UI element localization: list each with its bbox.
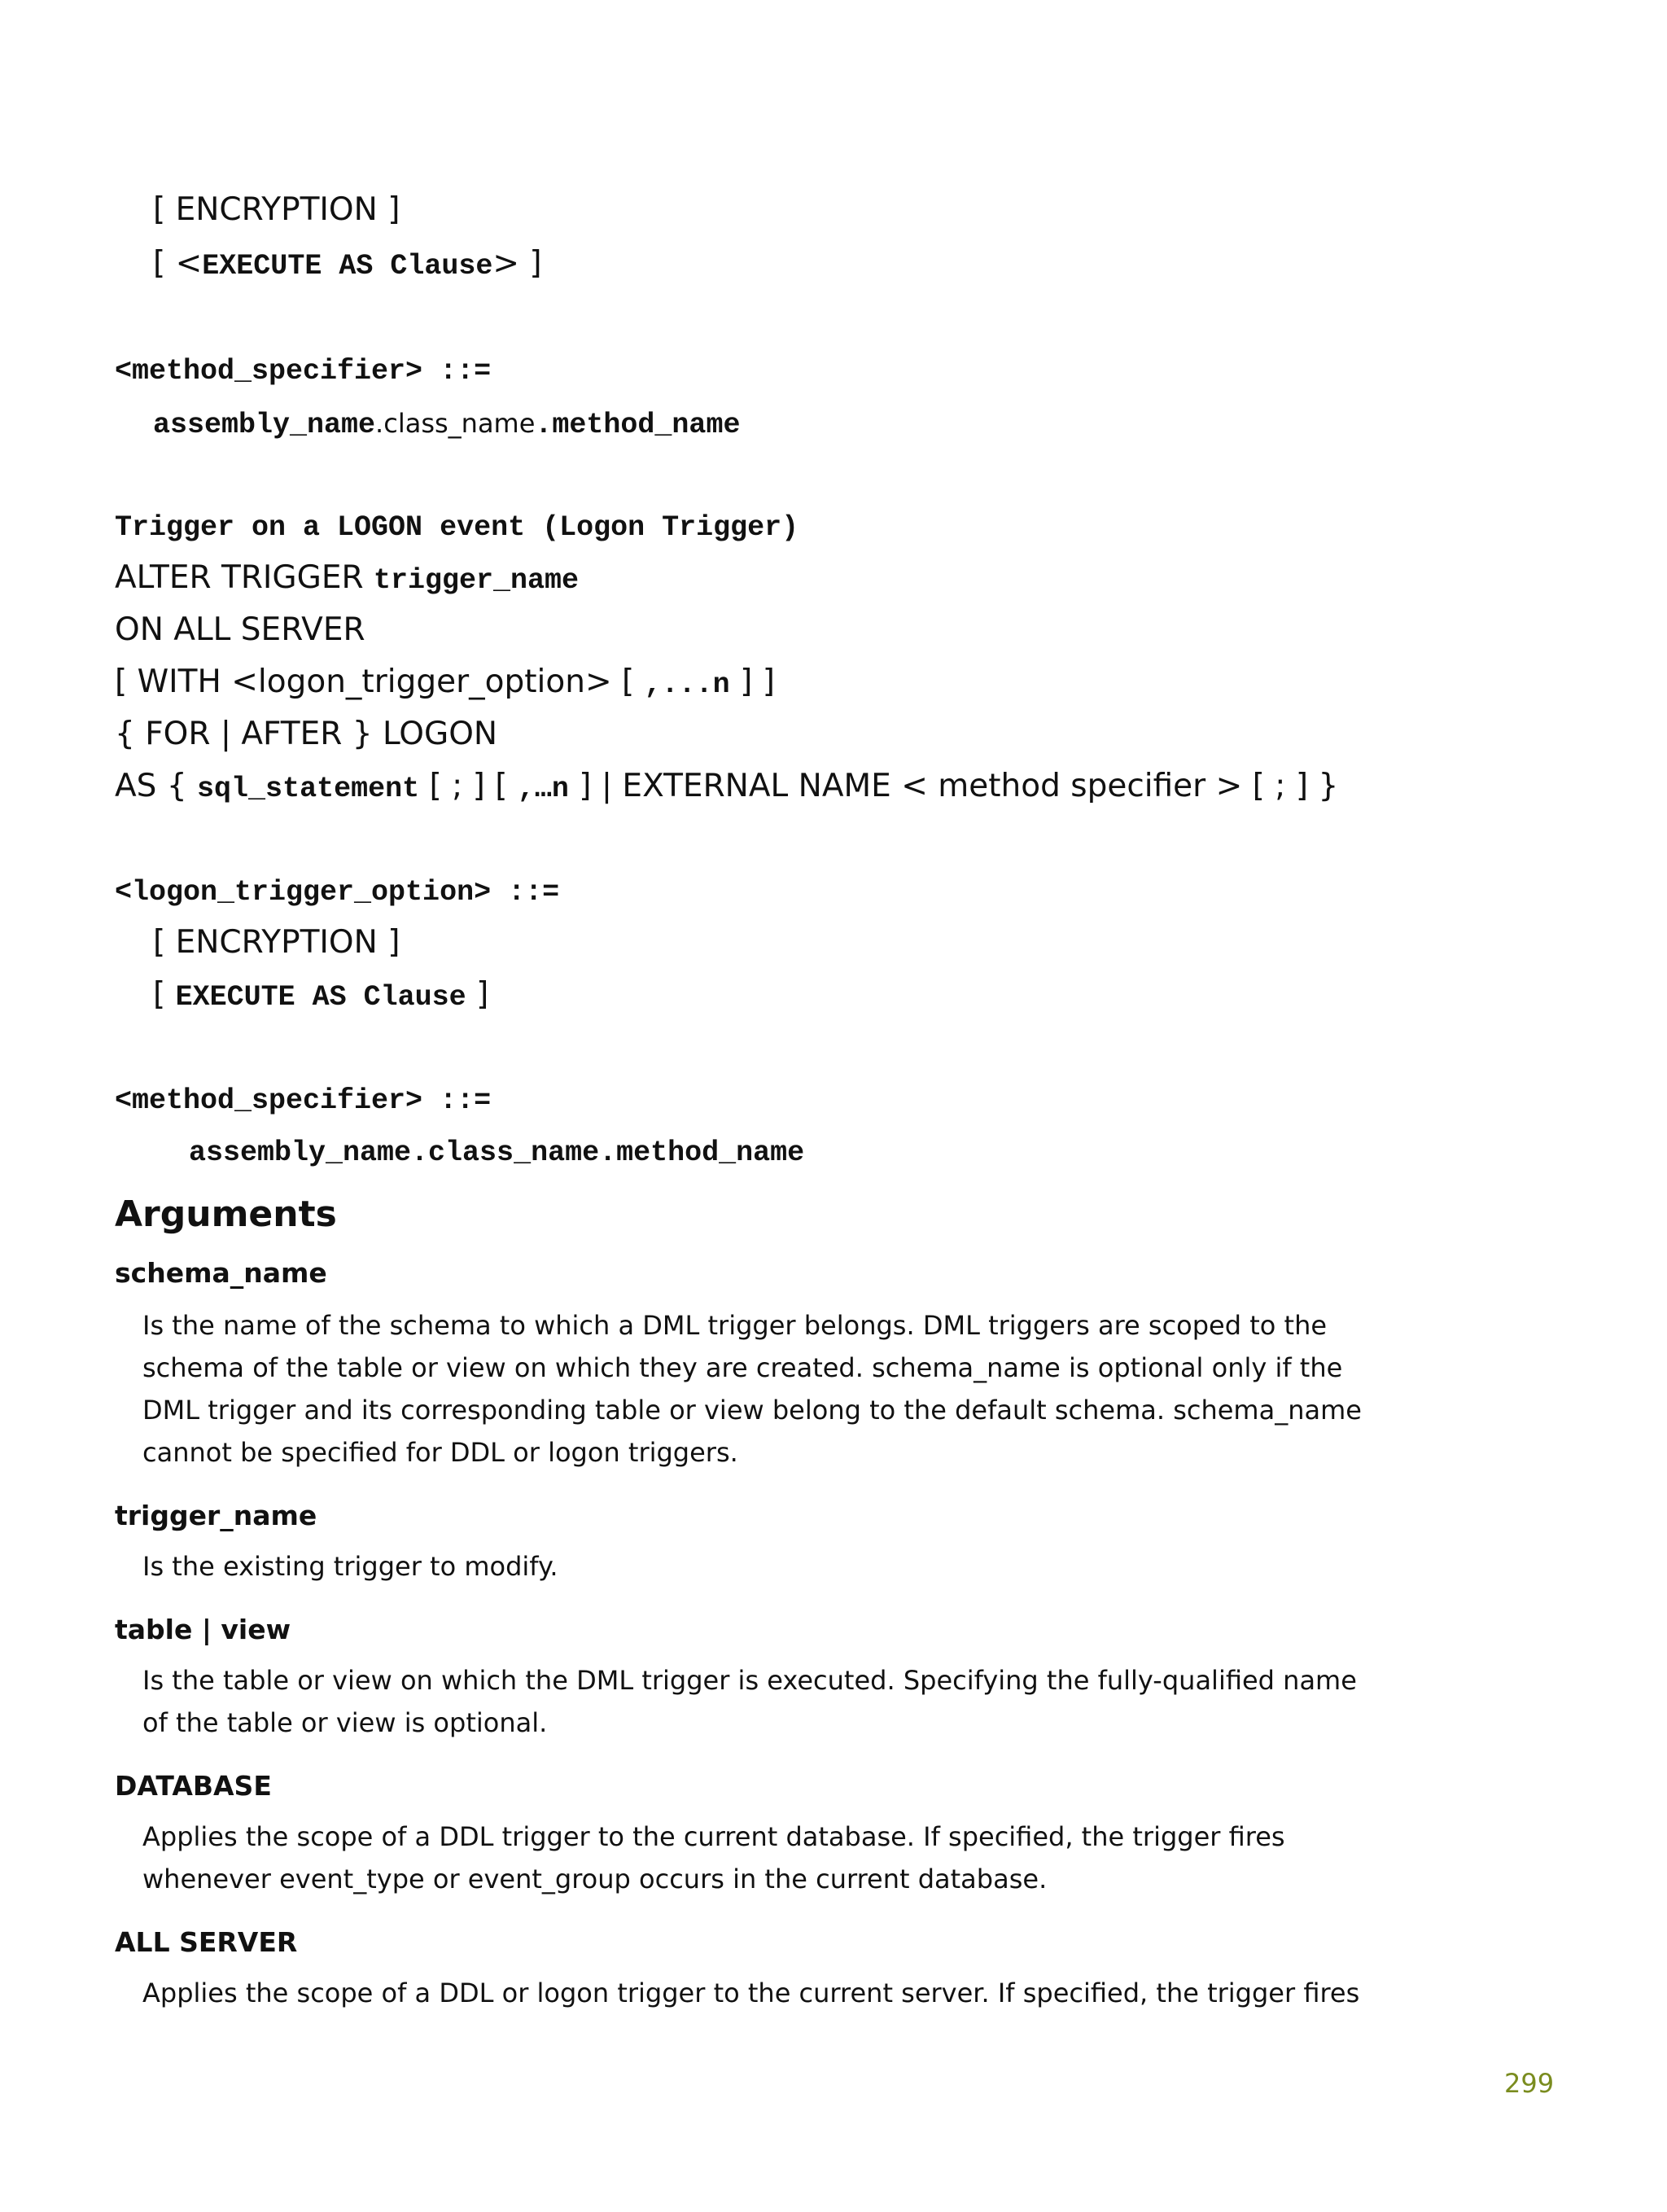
with-n: ,...n <box>644 668 730 701</box>
arguments-heading: Arguments <box>115 1194 337 1235</box>
syntax-execute-as-2 <box>153 975 488 1017</box>
desc-table-view <box>142 1659 1357 1744</box>
term-all-server: ALL SERVER <box>115 1926 298 1958</box>
desc-line: of the table or view is optional. <box>142 1707 548 1738</box>
with-prefix: [ WITH <logon_trigger_option> [ <box>115 664 645 700</box>
desc-line: cannot be specified for DDL or logon triggers. <box>142 1437 738 1468</box>
alter-trigger-line <box>115 558 579 600</box>
as-suffix: ] | EXTERNAL NAME < method specifier > [ ; ] } <box>568 768 1339 804</box>
term-schema-name: schema_name <box>115 1257 327 1289</box>
desc-line: Is the table or view on which the DML trigger is executed. Specifying the fully-qualified name <box>142 1665 1357 1696</box>
method-specifier-value-2: assembly_name.class_name.method_name <box>189 1137 805 1169</box>
for-after-line: { FOR | AFTER } LOGON <box>115 716 498 752</box>
execute-open-2: [ <box>153 976 176 1013</box>
page-number: 299 <box>1504 2068 1555 2099</box>
on-all-server-line: ON ALL SERVER <box>115 611 365 648</box>
execute-close: > ] <box>492 245 542 282</box>
assembly-name: assembly_name <box>153 409 376 441</box>
desc-line: Applies the scope of a DDL or logon trigger to the current server. If specified, the trigger fires <box>142 1978 1360 2008</box>
execute-clause: EXECUTE AS Clause <box>202 250 493 283</box>
term-table-view: table | view <box>115 1614 291 1645</box>
syntax-encryption-2: [ ENCRYPTION ] <box>153 924 400 961</box>
desc-line: DML trigger and its corresponding table or view belong to the default schema. schema_name <box>142 1395 1362 1426</box>
desc-line: Is the existing trigger to modify. <box>142 1551 558 1582</box>
execute-clause-2: EXECUTE AS Clause <box>175 981 466 1014</box>
method-specifier-label-1: <method_specifier> ::= <box>115 355 492 388</box>
with-suffix: ] ] <box>729 664 775 700</box>
class-name: .class_name <box>375 408 536 439</box>
term-trigger-name: trigger_name <box>115 1500 317 1531</box>
desc-line: schema of the table or view on which they are created. schema_name is optional only if the <box>142 1352 1343 1383</box>
execute-close-2: ] <box>466 976 489 1013</box>
syntax-encryption-1: [ ENCRYPTION ] <box>153 191 400 228</box>
desc-line: whenever event_type or event_group occurs in the current database. <box>142 1864 1048 1894</box>
logon-trigger-option-label: <logon_trigger_option> ::= <box>115 876 560 909</box>
desc-line: Is the name of the schema to which a DML trigger belongs. DML triggers are scoped to the <box>142 1310 1328 1341</box>
term-database: DATABASE <box>115 1770 272 1802</box>
desc-all-server <box>142 1972 1360 2014</box>
trigger-name-placeholder: trigger_name <box>374 564 580 597</box>
sql-statement: sql_statement <box>197 773 420 805</box>
desc-database <box>142 1816 1315 1900</box>
execute-open: [ < <box>153 245 203 282</box>
method-specifier-label-2: <method_specifier> ::= <box>115 1084 492 1117</box>
as-line <box>115 767 1338 808</box>
as-prefix: AS { <box>115 768 198 804</box>
logon-trigger-title: Trigger on a LOGON event (Logon Trigger) <box>115 511 799 544</box>
syntax-execute-as-1 <box>153 244 542 286</box>
alter-prefix: ALTER TRIGGER <box>115 559 374 596</box>
method-specifier-value-1 <box>153 404 740 445</box>
as-mid: [ ; ] [ <box>419 768 518 804</box>
method-name: .method_name <box>535 409 741 441</box>
as-n: ,…n <box>517 773 569 805</box>
desc-trigger-name <box>142 1545 1315 1588</box>
desc-line: Applies the scope of a DDL trigger to the current database. If specified, the trigger fires <box>142 1821 1285 1852</box>
desc-schema-name <box>142 1304 1362 1474</box>
with-option-line <box>115 663 775 704</box>
